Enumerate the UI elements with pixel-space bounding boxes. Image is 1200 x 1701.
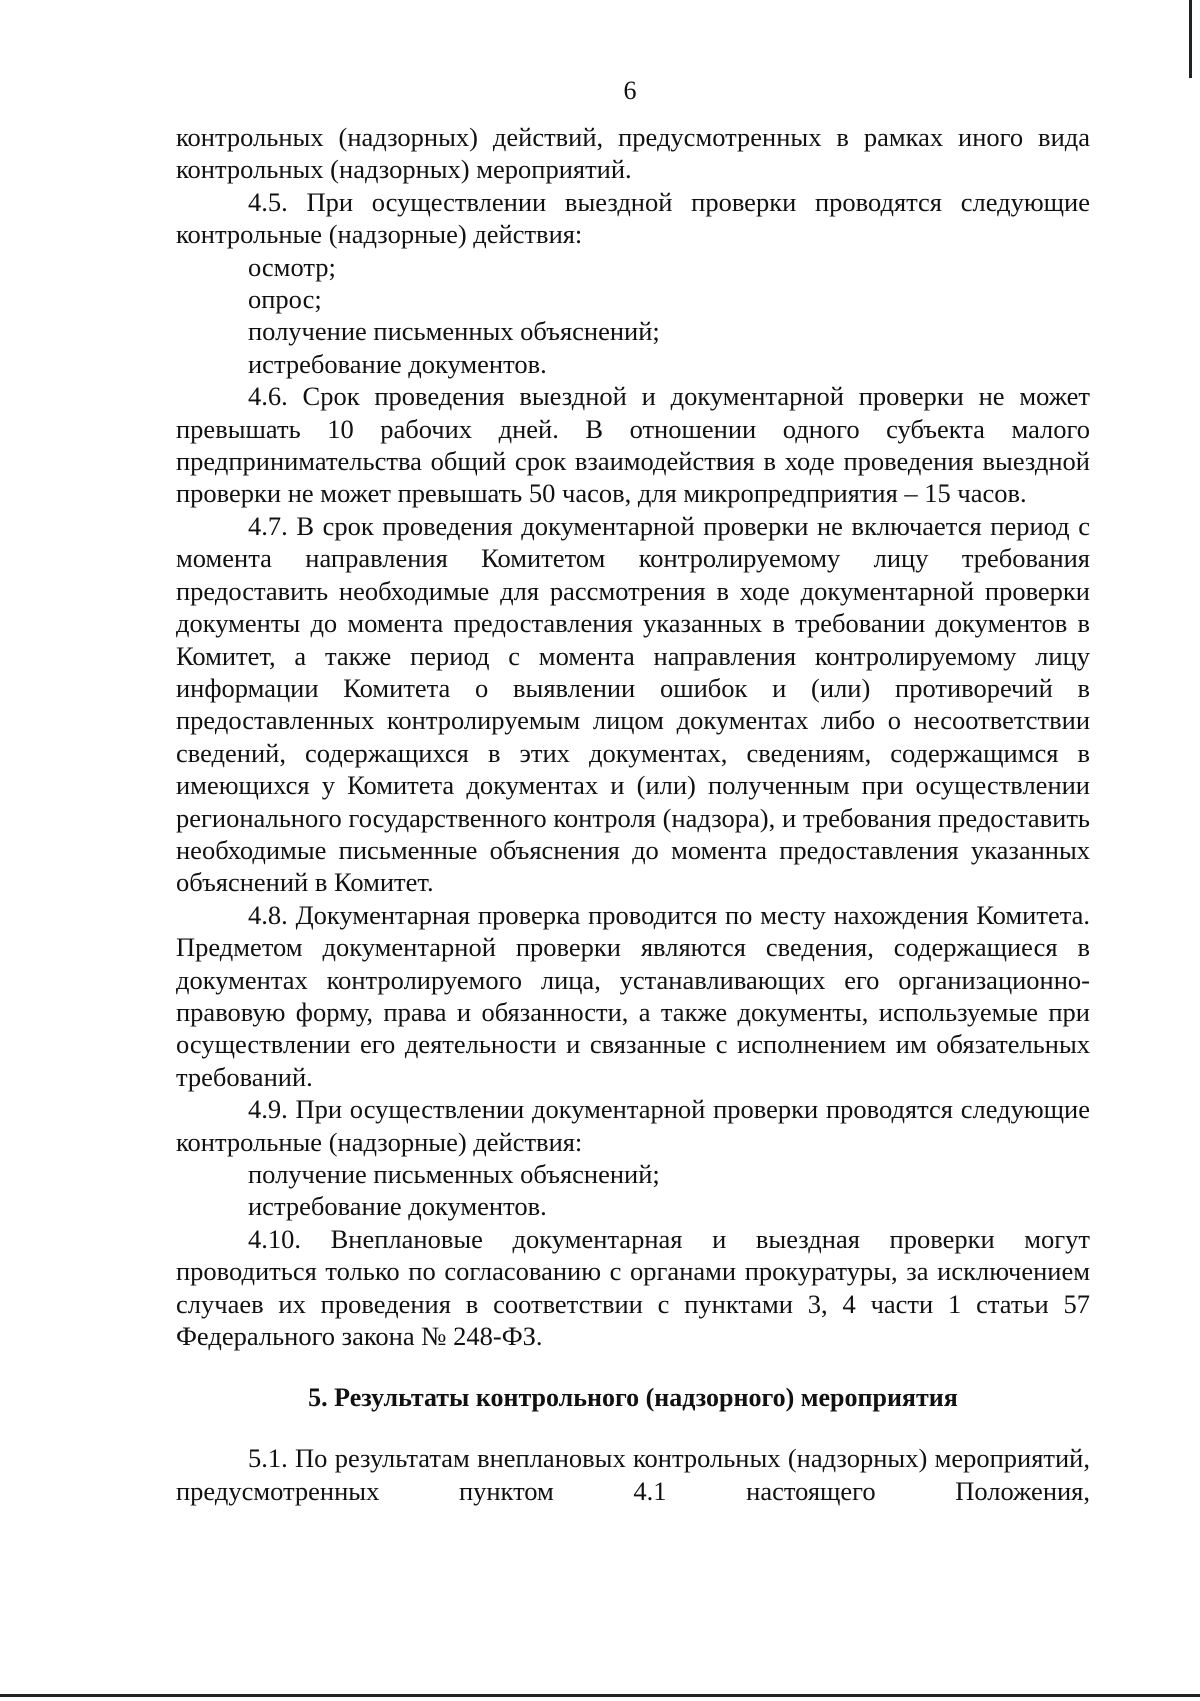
scan-edge-bottom [0, 1694, 1200, 1697]
list-item: опрос; [248, 284, 322, 315]
page-number: 6 [623, 76, 637, 105]
paragraph-4-6: 4.6. Срок проведения выездной и документарной проверки не может превышать 10 рабочих дней. В отношении одного субъекта малого предпринимательства общий срок взаимодействия в ходе проведения выездной проверки не может превышать 50 часов, для микропредприятия – 15 часов. [176, 381, 1090, 509]
list-item: получение письменных объяснений; [248, 316, 660, 347]
paragraph-4-9: 4.9. При осуществлении документарной проверки проводятся следующие контрольные (надзорные) действия: [176, 1094, 1090, 1157]
paragraph-5-1: 5.1. По результатам внеплановых контрольных (надзорных) мероприятий, предусмотренных пунктом 4.1 настоящего Положения, [176, 1443, 1090, 1506]
list-item: истребование документов. [248, 1191, 547, 1222]
scan-edge-right [1189, 0, 1192, 78]
list-item: осмотр; [248, 251, 336, 282]
paragraph-continuation: контрольных (надзорных) действий, предусмотренных в рамках иного вида контрольных (надзорных) мероприятий. [176, 122, 1090, 185]
list-item: истребование документов. [248, 348, 547, 379]
paragraph-4-8: 4.8. Документарная проверка проводится по месту нахождения Комитета. Предметом документарной проверки являются сведения, содержащиеся в документах контролируемого лица, устанавливающих его организационно-правовую форму, права и обязанности, а также документы, используемые при осуществлении его деятельности и связанные с исполнением им обязательных требований. [176, 899, 1090, 1092]
section-5-heading: 5. Результаты контрольного (надзорного) мероприятия [308, 1383, 958, 1413]
paragraph-4-5: 4.5. При осуществлении выездной проверки проводятся следующие контрольные (надзорные) действия: [176, 186, 1090, 250]
list-item: получение письменных объяснений; [248, 1159, 660, 1189]
paragraph-4-10: 4.10. Внеплановые документарная и выездная проверки могут проводиться только по согласованию с органами прокуратуры, за исключением случаев их проведения в соответствии с пунктами 3, 4 части 1 статьи 57 Федерального закона № 248-ФЗ. [176, 1223, 1090, 1352]
paragraph-4-7: 4.7. В срок проведения документарной проверки не включается период с момента направления Комитетом контролируемому лицу требования предоставить необходимые для рассмотрения в ходе документарной проверки документы до момента предоставления указанных в требовании документов в Комитет, а также период с момента направления контролируемому лицу информации Комитета о выявлении ошибок и (или) противоречий в предоставленных контролируемым лицом документах либо о несоответствии сведений, содержащихся в этих документах, сведениям, содержащимся в имеющихся у Комитета документах и (или) полученным при осуществлении регионального государственного контроля (надзора), и требования предоставить необходимые письменные объяснения до момента предоставления указанных объяснений в Комитет. [176, 510, 1090, 898]
document-body [176, 121, 1090, 1507]
